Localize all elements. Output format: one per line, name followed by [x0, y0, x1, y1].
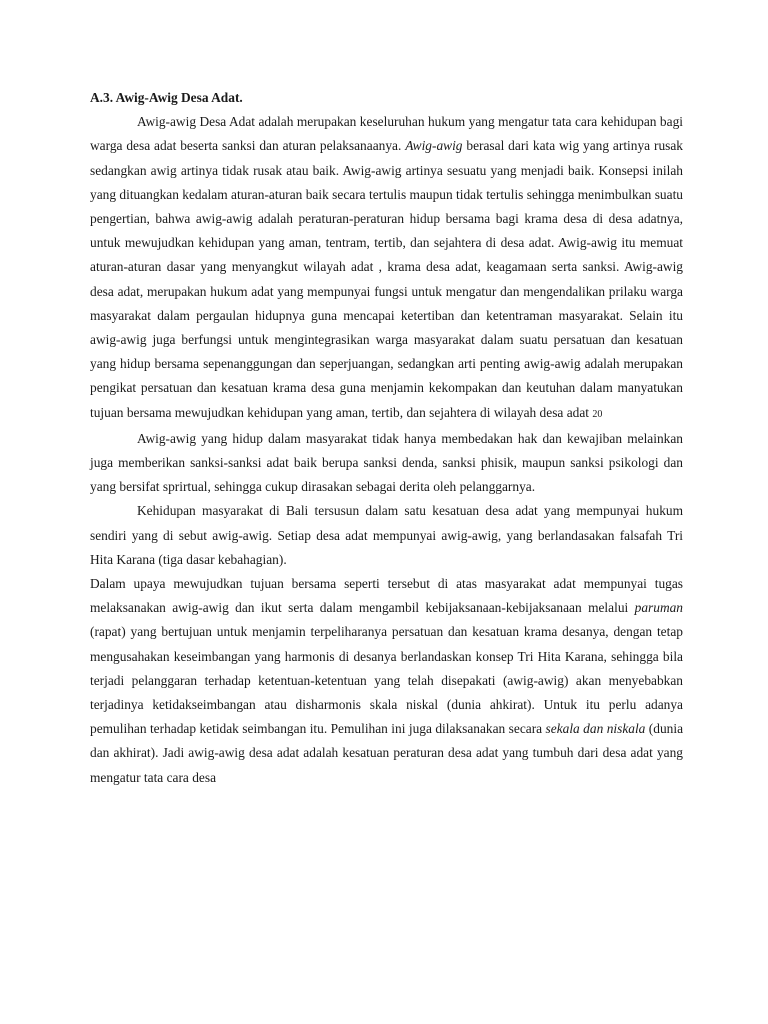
paragraph-4-text-a: Dalam upaya mewujudkan tujuan bersama seperti tersebut di atas masyarakat adat mempunyai tugas melaksanakan awig-awig dan ikut serta dalam mengambil kebijaksanaan-kebijaksanaan melalui	[90, 576, 683, 616]
footnote-marker: 20	[592, 408, 603, 420]
paragraph-4-italic-paruman: paruman	[634, 600, 683, 616]
paragraph-1-text-a: Awig-awig Desa Adat adalah merupakan keseluruhan hukum yang mengatur tata cara kehidupan bagi warga desa adat beserta sanksi dan aturan pelaksanaanya.	[90, 114, 683, 154]
paragraph-4-italic-sekala: sekala dan niskala	[545, 721, 646, 737]
paragraph-3: Kehidupan masyarakat di Bali tersusun dalam satu kesatuan desa adat yang mempunyai hukum sendiri yang di sebut awig-awig. Setiap desa adat mempunyai awig-awig, yang berlandasakan falsafah Tri Hita Karana (tiga dasar kebahagian).	[90, 503, 683, 567]
paragraph-1-text-b: berasal dari kata wig yang artinya rusak sedangkan awig artinya tidak rusak atau baik. Awig-awig artinya sesuatu yang menjadi baik. Konsepsi inilah yang dituangkan kedalam aturan-aturan baik secara tertulis maupun tidak tertulis sehingga menimbulkan suatu pengertian, bahwa awig-awig adalah peraturan-peraturan hidup bersama bagi krama desa di desa adatnya, untuk mewujudkan kehidupan yang aman, tentram, tertib, dan sejahtera di desa adat. Awig-awig itu memuat aturan-aturan dasar yang menyangkut wilayah adat , krama desa adat, keagamaan serta sanksi. Awig-awig desa adat, merupakan hukum adat yang mempunyai fungsi untuk mengatur dan mengendalikan prilaku warga masyarakat dalam pergaulan hidupnya guna mencapai ketertiban dan ketentraman masyarakat. Selain itu awig-awig juga berfungsi untuk mengintegrasikan warga masyarakat dalam suatu persatuan dan kesatuan yang hidup bersama sepenanggungan dan seperjuangan, sedangkan arti penting awig-awig adalah merupakan pengikat persatuan dan kesatuan krama desa guna menjamin kekompakan dan keutuhan dalam manyatukan tujuan bersama mewujudkan kehidupan yang aman, tertib, dan sejahtera di wilayah desa adat	[90, 138, 683, 420]
paragraph-4	[90, 572, 683, 790]
paragraph-4-text-c: (dunia dan akhirat). Jadi awig-awig desa adat adalah kesatuan peraturan desa adat yang tumbuh dari desa adat yang mengatur tata cara desa	[90, 721, 684, 785]
section-heading: A.3. Awig-Awig Desa Adat.	[90, 90, 243, 105]
paragraph-1	[90, 110, 683, 427]
paragraph-2: Awig-awig yang hidup dalam masyarakat tidak hanya membedakan hak dan kewajiban melainkan juga memberikan sanksi-sanksi adat baik berupa sanksi denda, sanksi phisik, maupun sanksi psikologi dan yang bersifat sprirtual, sehingga cukup dirasakan sebagai derita oleh pelanggarnya.	[90, 430, 683, 495]
paragraph-4-text-b: (rapat) yang bertujuan untuk menjamin terpeliharanya persatuan dan kesatuan krama desanya, dengan tetap mengusahakan keseimbangan yang harmonis di desanya berlandaskan konsep Tri Hita Karana, sehingga bila terjadi pelanggaran terhadap ketentuan-ketentuan yang telah disepakati (awig-awig) akan menyebabkan terjadinya ketidakseimbangan atau disharmonis skala niskal (dunia ahkirat). Untuk itu perlu adanya pemulihan terhadap ketidak seimbangan itu. Pemulihan ini juga dilaksanakan secara	[90, 624, 683, 737]
document-page	[90, 86, 683, 790]
paragraph-1-italic-term: Awig-awig	[405, 138, 463, 154]
